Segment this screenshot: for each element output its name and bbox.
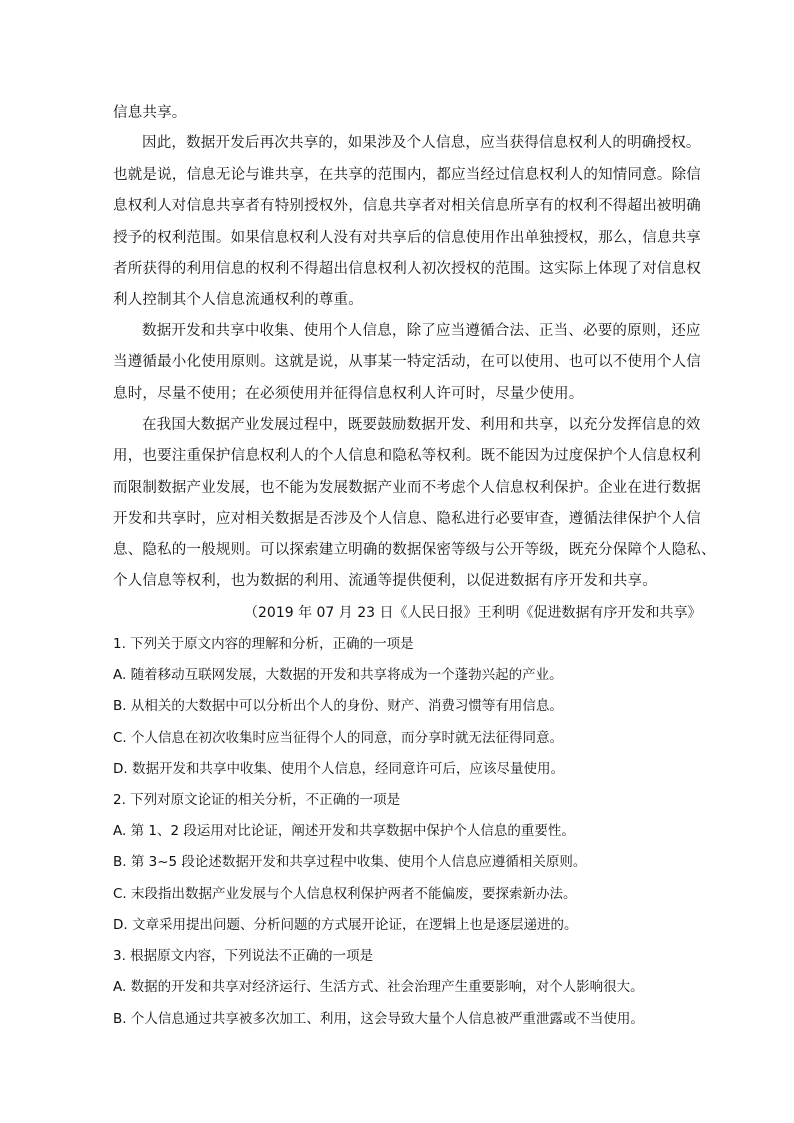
question-stem: 1. 下列关于原文内容的理解和分析，正确的一项是: [113, 636, 414, 652]
passage-line: 者所获得的利用信息的权利不得超出信息权利人初次授权的范围。这实际上体现了对信息权: [113, 261, 701, 277]
passage-line: 当遵循最小化使用原则。这就是说，从事某一特定活动，在可以使用、也可以不使用个人信: [113, 354, 701, 370]
question-option: A. 随着移动互联网发展，大数据的开发和共享将成为一个蓬勃兴起的产业。: [113, 667, 563, 683]
question-option: D. 文章采用提出问题、分析问题的方式展开论证，在逻辑上也是逐层递进的。: [113, 917, 578, 933]
passage-line: 数据开发和共享中收集、使用个人信息，除了应当遵循合法、正当、必要的原则，还应: [142, 323, 701, 339]
passage-line: 也就是说，信息无论与谁共享，在共享的范围内，都应当经过信息权利人的知情同意。除信: [113, 167, 701, 183]
question-option: B. 第 3~5 段论述数据开发和共享过程中收集、使用个人信息应遵循相关原则。: [113, 854, 587, 870]
passage-line: 在我国大数据产业发展过程中，既要鼓励数据开发、利用和共享，以充分发挥信息的效: [142, 417, 701, 433]
passage-line: 息、隐私的一般规则。可以探索建立明确的数据保密等级与公开等级，既充分保障个人隐私、: [113, 542, 716, 558]
question-option: B. 从相关的大数据中可以分析出个人的身份、财产、消费习惯等有用信息。: [113, 698, 563, 714]
question-option: C. 末段指出数据产业发展与个人信息权利保护两者不能偏废，要探索新办法。: [113, 886, 577, 902]
passage-line: 利人控制其个人信息流通权利的尊重。: [113, 292, 363, 308]
source-citation: （2019 年 07 月 23 日《人民日报》王利明《促进数据有序开发和共享》: [244, 605, 702, 621]
passage-line: 息时，尽量不使用；在必须使用并征得信息权利人许可时，尽量少使用。: [113, 386, 584, 402]
passage-line: 因此，数据开发后再次共享的，如果涉及个人信息，应当获得信息权利人的明确授权。: [142, 135, 701, 151]
question-stem: 2. 下列对原文论证的相关分析，不正确的一项是: [113, 792, 401, 808]
question-option: A. 第 1、2 段运用对比论证，阐述开发和共享数据中保护个人信息的重要性。: [113, 823, 575, 839]
passage-line: 用，也要注重保护信息权利人的个人信息和隐私等权利。既不能因为过度保护个人信息权利: [113, 448, 701, 464]
passage-line: 而限制数据产业发展，也不能为发展数据产业而不考虑个人信息权利保护。企业在进行数据: [113, 480, 701, 496]
passage-line: 个人信息等权利，也为数据的利用、流通等提供便利，以促进数据有序开发和共享。: [113, 573, 657, 589]
passage-line: 信息共享。: [113, 105, 187, 121]
passage-line: 开发和共享时，应对相关数据是否涉及个人信息、隐私进行必要审查，遵循法律保护个人信: [113, 511, 701, 527]
passage-line: 息权利人对信息共享者有特别授权外，信息共享者对相关信息所享有的权利不得超出被明确: [113, 198, 701, 214]
passage-line: 授予的权利范围。如果信息权利人没有对共享后的信息使用作出单独授权，那么，信息共享: [113, 230, 701, 246]
question-option: B. 个人信息通过共享被多次加工、利用，这会导致大量个人信息被严重泄露或不当使用。: [113, 1011, 644, 1027]
question-option: C. 个人信息在初次收集时应当征得个人的同意，而分享时就无法征得同意。: [113, 730, 564, 746]
question-option: A. 数据的开发和共享对经济运行、生活方式、社会治理产生重要影响，对个人影响很大。: [113, 979, 644, 995]
question-stem: 3. 根据原文内容，下列说法不正确的一项是: [113, 948, 374, 964]
question-option: D. 数据开发和共享中收集、使用个人信息，经同意许可后，应该尽量使用。: [113, 761, 564, 777]
